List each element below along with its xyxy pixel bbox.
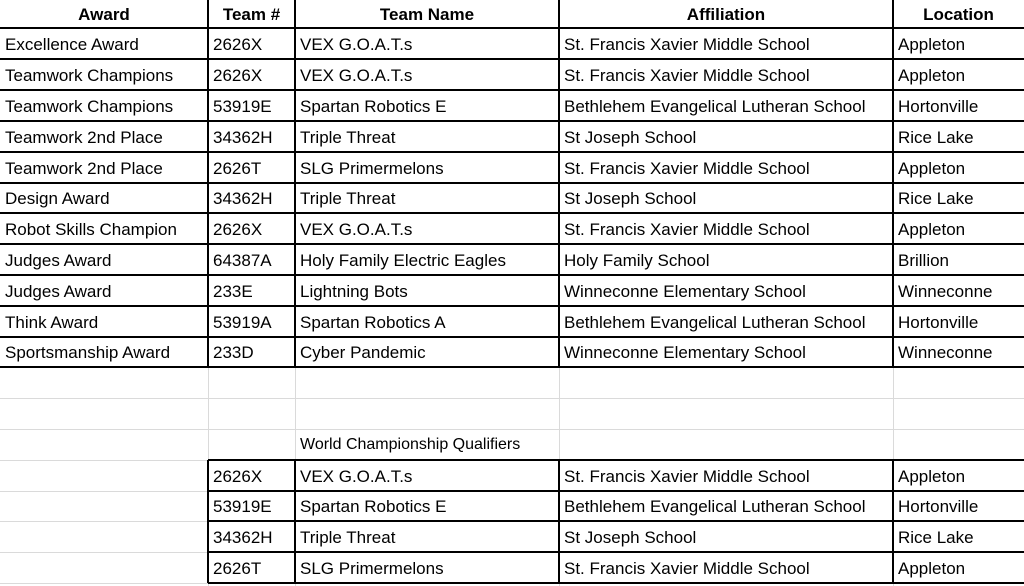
cell-border	[892, 460, 894, 583]
qualifier-affiliation-cell[interactable]: St Joseph School	[564, 527, 697, 547]
team-number-cell[interactable]: 2626X	[213, 219, 263, 239]
award-cell[interactable]: Sportsmanship Award	[5, 343, 171, 362]
header-location[interactable]: Location	[923, 5, 994, 24]
team-number-cell[interactable]: 53919A	[213, 312, 272, 332]
cell-border	[0, 120, 1024, 122]
team-name-cell[interactable]: Triple Threat	[300, 189, 396, 208]
team-number-cell[interactable]: 233D	[213, 343, 254, 362]
cell-border	[0, 58, 1024, 60]
award-cell[interactable]: Teamwork Champions	[5, 96, 174, 116]
affiliation-cell[interactable]: St Joseph School	[564, 127, 697, 147]
qualifier-team-number-cell[interactable]: 34362H	[213, 527, 273, 547]
award-cell[interactable]: Design Award	[5, 189, 110, 208]
qualifiers-title: World Championship Qualifiers	[300, 436, 521, 453]
gridline	[0, 398, 1024, 399]
award-cell[interactable]: Excellence Award	[5, 34, 139, 54]
location-cell[interactable]: Rice Lake	[898, 127, 974, 147]
cell-border	[0, 243, 1024, 245]
location-cell[interactable]: Appleton	[898, 65, 966, 85]
location-cell[interactable]: Hortonville	[898, 96, 979, 116]
cell-border	[207, 0, 209, 367]
team-name-cell[interactable]: VEX G.O.A.T.s	[300, 34, 413, 54]
cell-border	[0, 27, 1024, 29]
cell-border	[294, 460, 296, 583]
header-team-name[interactable]: Team Name	[379, 5, 475, 24]
qualifier-location-cell[interactable]: Appleton	[898, 466, 966, 486]
qualifier-location-cell[interactable]: Hortonville	[898, 497, 979, 516]
location-cell[interactable]: Appleton	[898, 34, 966, 54]
cell-border	[0, 336, 1024, 338]
award-cell[interactable]: Robot Skills Champion	[5, 219, 177, 239]
team-number-cell[interactable]: 233E	[213, 281, 253, 301]
cell-border	[208, 551, 1024, 553]
team-number-cell[interactable]: 2626T	[213, 158, 262, 178]
award-cell[interactable]: Judges Award	[5, 250, 112, 270]
award-cell[interactable]: Teamwork 2nd Place	[5, 158, 163, 178]
affiliation-cell[interactable]: Winneconne Elementary School	[564, 281, 806, 301]
qualifier-affiliation-cell[interactable]: St. Francis Xavier Middle School	[564, 466, 810, 486]
cell-border	[207, 460, 209, 583]
team-name-cell[interactable]: Spartan Robotics A	[300, 312, 446, 332]
team-number-cell[interactable]: 53919E	[213, 96, 272, 116]
team-number-cell[interactable]: 64387A	[213, 250, 272, 270]
qualifier-team-number-cell[interactable]: 53919E	[213, 497, 272, 516]
award-cell[interactable]: Teamwork Champions	[5, 65, 174, 85]
qualifier-location-cell[interactable]: Appleton	[898, 558, 966, 578]
team-name-cell[interactable]: Triple Threat	[300, 127, 396, 147]
qualifier-team-number-cell[interactable]: 2626X	[213, 466, 263, 486]
team-name-cell[interactable]: VEX G.O.A.T.s	[300, 65, 413, 85]
cell-border	[892, 0, 894, 367]
cell-border	[0, 151, 1024, 153]
qualifier-team-number-cell[interactable]: 2626T	[213, 558, 262, 578]
team-name-cell[interactable]: Spartan Robotics E	[300, 96, 447, 116]
award-cell[interactable]: Teamwork 2nd Place	[5, 127, 163, 147]
team-name-cell[interactable]: Holy Family Electric Eagles	[300, 250, 506, 270]
cell-border	[294, 0, 296, 367]
affiliation-cell[interactable]: St. Francis Xavier Middle School	[564, 158, 810, 178]
award-cell[interactable]: Judges Award	[5, 281, 112, 301]
award-cell[interactable]: Think Award	[5, 312, 99, 332]
team-number-cell[interactable]: 34362H	[213, 127, 273, 147]
location-cell[interactable]: Appleton	[898, 158, 966, 178]
team-number-cell[interactable]: 2626X	[213, 34, 263, 54]
affiliation-cell[interactable]: St. Francis Xavier Middle School	[564, 65, 810, 85]
location-cell[interactable]: Appleton	[898, 219, 966, 239]
qualifier-affiliation-cell[interactable]: Bethlehem Evangelical Lutheran School	[564, 497, 866, 516]
location-cell[interactable]: Hortonville	[898, 312, 979, 332]
affiliation-cell[interactable]: Holy Family School	[564, 250, 710, 270]
cell-border	[0, 212, 1024, 214]
cell-border	[0, 274, 1024, 276]
affiliation-cell[interactable]: Bethlehem Evangelical Lutheran School	[564, 96, 866, 116]
header-affiliation[interactable]: Affiliation	[686, 5, 766, 24]
cell-border	[208, 582, 1024, 584]
qualifier-team-name-cell[interactable]: Spartan Robotics E	[300, 497, 447, 516]
team-name-cell[interactable]: Cyber Pandemic	[300, 343, 426, 362]
affiliation-cell[interactable]: Winneconne Elementary School	[564, 343, 806, 362]
cell-border	[0, 89, 1024, 91]
affiliation-cell[interactable]: St. Francis Xavier Middle School	[564, 219, 810, 239]
location-cell[interactable]: Winneconne	[898, 281, 993, 301]
cell-border	[0, 366, 1024, 368]
header-award[interactable]: Award	[78, 5, 130, 24]
affiliation-cell[interactable]: Bethlehem Evangelical Lutheran School	[564, 312, 866, 332]
location-cell[interactable]: Brillion	[898, 250, 950, 270]
header-team-num[interactable]: Team #	[222, 5, 281, 24]
location-cell[interactable]: Rice Lake	[898, 189, 974, 208]
team-name-cell[interactable]: Lightning Bots	[300, 281, 408, 301]
team-name-cell[interactable]: SLG Primermelons	[300, 158, 444, 178]
cell-border	[0, 305, 1024, 307]
affiliation-cell[interactable]: St Joseph School	[564, 189, 697, 208]
location-cell[interactable]: Winneconne	[898, 343, 993, 362]
cell-border	[558, 0, 560, 367]
team-name-cell[interactable]: VEX G.O.A.T.s	[300, 219, 413, 239]
qualifier-team-name-cell[interactable]: VEX G.O.A.T.s	[300, 466, 413, 486]
team-number-cell[interactable]: 2626X	[213, 65, 263, 85]
qualifier-affiliation-cell[interactable]: St. Francis Xavier Middle School	[564, 558, 810, 578]
qualifier-team-name-cell[interactable]: SLG Primermelons	[300, 558, 444, 578]
qualifier-team-name-cell[interactable]: Triple Threat	[300, 527, 396, 547]
cell-border	[208, 520, 1024, 522]
team-number-cell[interactable]: 34362H	[213, 189, 273, 208]
affiliation-cell[interactable]: St. Francis Xavier Middle School	[564, 34, 810, 54]
cell-border	[0, 182, 1024, 184]
cell-border	[208, 459, 1024, 461]
cell-border	[208, 490, 1024, 492]
cell-border	[558, 460, 560, 583]
qualifier-location-cell[interactable]: Rice Lake	[898, 527, 974, 547]
